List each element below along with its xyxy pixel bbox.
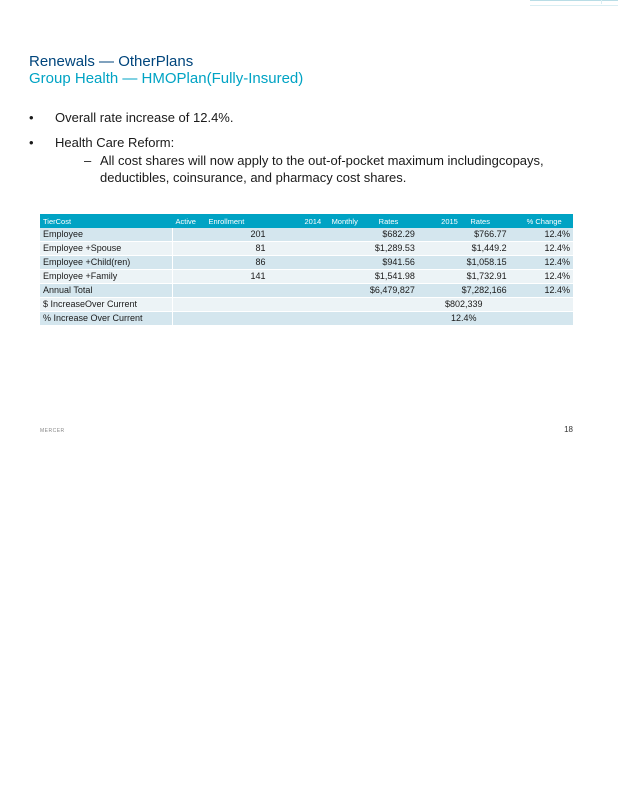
rate-2015-cell: $766.77 <box>418 228 510 242</box>
summary-value-cell: $802,339 <box>418 298 510 312</box>
table-header-cell: 2014 Monthly Rates <box>268 214 417 228</box>
empty-cell <box>268 312 417 326</box>
table-header-cell: 2015 Rates <box>418 214 510 228</box>
sub-bullet-text: All cost shares will now apply to the out-of-pocket maximum includingcopays, deductibles, coinsurance, and pharmacy cost shares. <box>100 153 544 185</box>
empty-cell <box>510 312 573 326</box>
rate-2015-cell: $1,058.15 <box>418 256 510 270</box>
bullet-text: Health Care Reform: <box>55 135 175 150</box>
page-title: Renewals — OtherPlans <box>29 53 194 70</box>
tier-cell: Employee +Family <box>40 270 173 284</box>
enrollment-cell: 201 <box>173 228 269 242</box>
page-number: 18 <box>564 425 573 434</box>
table-header-row <box>40 214 573 228</box>
dash-icon: – <box>84 153 92 168</box>
change-cell: 12.4% <box>510 242 573 256</box>
tier-cell: Employee <box>40 228 173 242</box>
enrollment-cell: 141 <box>173 270 269 284</box>
tier-cell: Annual Total <box>40 284 173 298</box>
summary-value-cell: 12.4% <box>418 312 510 326</box>
bullet-text: Overall rate increase of 12.4%. <box>55 110 234 125</box>
corner-decoration <box>530 0 618 6</box>
table-header-cell: TierCost <box>40 214 173 228</box>
rates-table <box>40 214 573 326</box>
change-cell: 12.4% <box>510 284 573 298</box>
rate-2015-cell: $1,732.91 <box>418 270 510 284</box>
bullet-item <box>29 109 589 126</box>
empty-cell <box>173 312 269 326</box>
rate-2014-cell: $6,479,827 <box>268 284 417 298</box>
table-row <box>40 256 573 270</box>
rate-2014-cell: $1,541.98 <box>268 270 417 284</box>
empty-cell <box>173 298 269 312</box>
rate-2015-cell: $1,449.2 <box>418 242 510 256</box>
tier-cell: Employee +Child(ren) <box>40 256 173 270</box>
bullet-item <box>29 134 589 186</box>
bullet-icon: • <box>29 110 34 125</box>
footer-brand: MERCER <box>40 428 65 434</box>
bullet-icon: • <box>29 135 34 150</box>
change-cell: 12.4% <box>510 256 573 270</box>
table-header-cell: % Change <box>510 214 573 228</box>
rate-2014-cell: $682.29 <box>268 228 417 242</box>
rate-2014-cell: $941.56 <box>268 256 417 270</box>
change-cell: 12.4% <box>510 270 573 284</box>
empty-cell <box>510 298 573 312</box>
summary-label-cell: % Increase Over Current <box>40 312 173 326</box>
change-cell: 12.4% <box>510 228 573 242</box>
summary-row <box>40 312 573 326</box>
table-row <box>40 284 573 298</box>
table-row <box>40 270 573 284</box>
table-row <box>40 228 573 242</box>
empty-cell <box>268 298 417 312</box>
table-header-cell: Active Enrollment <box>173 214 269 228</box>
sub-bullet-item <box>55 152 589 186</box>
tier-cell: Employee +Spouse <box>40 242 173 256</box>
enrollment-cell: 86 <box>173 256 269 270</box>
summary-label-cell: $ IncreaseOver Current <box>40 298 173 312</box>
rate-2015-cell: $7,282,166 <box>418 284 510 298</box>
summary-row <box>40 298 573 312</box>
page-subtitle: Group Health — HMOPlan(Fully-Insured) <box>29 70 304 87</box>
enrollment-cell: 81 <box>173 242 269 256</box>
rate-2014-cell: $1,289.53 <box>268 242 417 256</box>
bullet-list <box>29 109 589 194</box>
enrollment-cell <box>173 284 269 298</box>
table-row <box>40 242 573 256</box>
